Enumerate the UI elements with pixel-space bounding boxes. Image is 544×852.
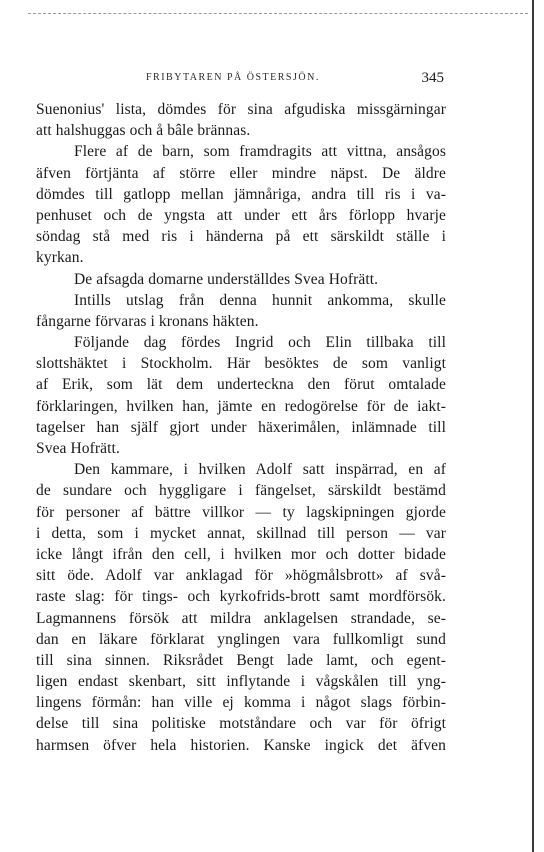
text-line: Den kammare, i hvilken Adolf satt inspärrad, en af [74, 461, 446, 479]
text-line: penhuset och de yngsta att under ett års förlopp hvarje [36, 206, 446, 224]
page-number: 345 [421, 70, 444, 86]
text-line: af Erik, som lät dem underteckna den förut omtalade [36, 376, 446, 394]
text-line: delse till sina politiske motståndare och var för öfrigt [36, 715, 446, 733]
text-line: förklaringen, hvilken han, jämte en redogörelse för de iakt- [36, 397, 446, 415]
text-line: söndag stå med ris i händerna på ett särskildt ställe i [36, 228, 446, 246]
text-line: dömdes till gatlopp mellan jämnåriga, andra till ris i va- [36, 185, 446, 203]
text-line: för personer af bättre villkor — ty lagskipningen gjorde [36, 503, 446, 521]
text-line: Följande dag fördes Ingrid och Elin tillbaka till [74, 334, 446, 352]
text-line: ligen endast skenbart, sitt inflytande i vågskålen till yng- [36, 673, 446, 691]
text-line: fångarne förvaras i kronans häkten. [36, 312, 259, 330]
page-header [36, 70, 446, 90]
text-line: dan en läkare förklarat ynglingen vara fullkomligt sund [36, 630, 446, 648]
text-line: lingens förmån: han ville ej komma i något slags förbin- [36, 694, 446, 712]
text-line: äfven förtjänta af större eller mindre näpst. De äldre [36, 164, 446, 182]
running-head: FRIBYTAREN PÅ ÖSTERSJÖN. [146, 72, 320, 83]
text-line: Suenonius' lista, dömdes för sina afgudiska missgärningar [36, 101, 446, 118]
text-line: harmsen öfver hela historien. Kanske ingick det äfven [36, 736, 446, 754]
text-line: raste slag: för tings- och kyrkofrids-brott samt mordförsök. [36, 588, 446, 606]
text-line: de sundare och hyggligare i fängelset, särskildt bestämd [36, 482, 446, 500]
text-line: till sina sinnen. Riksrådet Bengt lade lamt, och egent- [36, 651, 446, 669]
text-line: sitt öde. Adolf var anklagad för »högmålsbrott» af svå- [36, 567, 446, 585]
body-text [36, 99, 446, 756]
text-line: i detta, som i mycket annat, skillnad till person — var [36, 524, 446, 542]
text-line: kyrkan. [36, 249, 84, 267]
text-line: Svea Hofrätt. [36, 440, 120, 457]
text-line: slottshäktet i Stockholm. Här besöktes de som vanligt [36, 355, 446, 373]
text-line: De afsagda domarne underställdes Svea Hofrätt. [74, 270, 379, 288]
text-line: Lagmannens försök att mildra anklagelsen strandade, se- [36, 609, 446, 627]
text-line: Flere af de barn, som framdragits att vittna, ansågos [74, 143, 446, 161]
text-line: tagelser han själf gjort under häxerimålen, inlämnade till [36, 418, 446, 436]
page-edge-line [532, 0, 534, 852]
text-line: att halshuggas och å bâle brännas. [36, 122, 251, 140]
top-edge-rule [28, 13, 528, 14]
text-line: Intills utslag från denna hunnit ankomma, skulle [74, 291, 446, 309]
text-line: icke långt ifrån den cell, i hvilken mor och dotter bidade [36, 545, 446, 563]
